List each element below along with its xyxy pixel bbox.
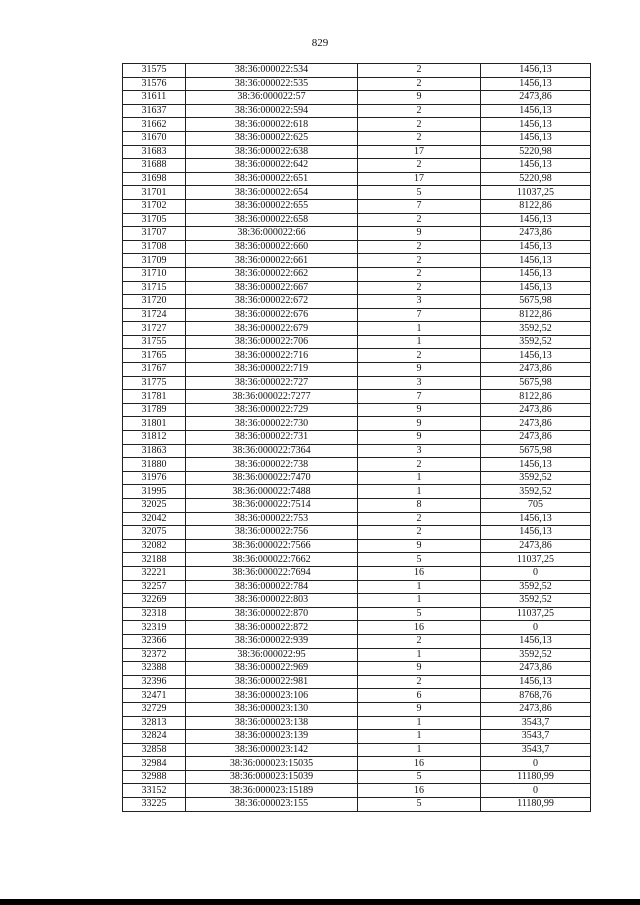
cadastral-number-cell: 38:36:000022:716 (186, 349, 358, 363)
row-id-cell: 31707 (123, 227, 186, 241)
row-id-cell: 31715 (123, 281, 186, 295)
row-id-cell: 32188 (123, 553, 186, 567)
row-id-cell: 32729 (123, 702, 186, 716)
amount-cell: 3543,7 (481, 716, 591, 730)
amount-cell: 11037,25 (481, 607, 591, 621)
table-row (123, 118, 591, 132)
amount-cell: 1456,13 (481, 254, 591, 268)
cadastral-number-cell: 38:36:000022:638 (186, 145, 358, 159)
count-cell: 1 (358, 335, 481, 349)
row-id-cell: 31995 (123, 485, 186, 499)
count-cell: 5 (358, 553, 481, 567)
row-id-cell: 31683 (123, 145, 186, 159)
amount-cell: 11180,99 (481, 798, 591, 812)
row-id-cell: 31611 (123, 91, 186, 105)
row-id-cell: 32366 (123, 634, 186, 648)
table-row (123, 634, 591, 648)
table-row (123, 798, 591, 812)
table-row (123, 376, 591, 390)
count-cell: 1 (358, 716, 481, 730)
amount-cell: 3592,52 (481, 594, 591, 608)
cadastral-number-cell: 38:36:000022:7566 (186, 539, 358, 553)
table-row (123, 784, 591, 798)
count-cell: 16 (358, 621, 481, 635)
cadastral-number-cell: 38:36:000022:939 (186, 634, 358, 648)
row-id-cell: 31670 (123, 131, 186, 145)
table-row (123, 349, 591, 363)
row-id-cell: 32319 (123, 621, 186, 635)
count-cell: 2 (358, 458, 481, 472)
row-id-cell: 33152 (123, 784, 186, 798)
cadastral-number-cell: 38:36:000023:138 (186, 716, 358, 730)
amount-cell: 11037,25 (481, 186, 591, 200)
amount-cell: 1456,13 (481, 634, 591, 648)
amount-cell: 8122,86 (481, 390, 591, 404)
scan-bottom-edge (0, 899, 640, 905)
row-id-cell: 31576 (123, 77, 186, 91)
cadastral-number-cell: 38:36:000022:7470 (186, 471, 358, 485)
amount-cell: 5220,98 (481, 172, 591, 186)
table-body (123, 64, 591, 812)
row-id-cell: 31705 (123, 213, 186, 227)
amount-cell: 2473,86 (481, 227, 591, 241)
cadastral-number-cell: 38:36:000022:618 (186, 118, 358, 132)
row-id-cell: 32471 (123, 689, 186, 703)
data-table (122, 63, 591, 812)
count-cell: 5 (358, 607, 481, 621)
table-row (123, 417, 591, 431)
count-cell: 17 (358, 172, 481, 186)
cadastral-number-cell: 38:36:000022:662 (186, 267, 358, 281)
amount-cell: 3543,7 (481, 730, 591, 744)
cadastral-number-cell: 38:36:000022:594 (186, 104, 358, 118)
table-row (123, 159, 591, 173)
amount-cell: 0 (481, 757, 591, 771)
cadastral-number-cell: 38:36:000022:651 (186, 172, 358, 186)
count-cell: 5 (358, 186, 481, 200)
amount-cell: 1456,13 (481, 77, 591, 91)
cadastral-number-cell: 38:36:000022:66 (186, 227, 358, 241)
count-cell: 1 (358, 594, 481, 608)
amount-cell: 0 (481, 784, 591, 798)
count-cell: 2 (358, 240, 481, 254)
amount-cell: 1456,13 (481, 64, 591, 78)
count-cell: 7 (358, 308, 481, 322)
table-row (123, 295, 591, 309)
count-cell: 9 (358, 403, 481, 417)
table-row (123, 77, 591, 91)
count-cell: 1 (358, 471, 481, 485)
table-row (123, 621, 591, 635)
count-cell: 2 (358, 634, 481, 648)
count-cell: 7 (358, 390, 481, 404)
cadastral-number-cell: 38:36:000022:981 (186, 675, 358, 689)
amount-cell: 2473,86 (481, 91, 591, 105)
count-cell: 16 (358, 757, 481, 771)
amount-cell: 2473,86 (481, 431, 591, 445)
row-id-cell: 32318 (123, 607, 186, 621)
row-id-cell: 31781 (123, 390, 186, 404)
row-id-cell: 32858 (123, 743, 186, 757)
count-cell: 5 (358, 770, 481, 784)
table-row (123, 485, 591, 499)
table-row (123, 390, 591, 404)
cadastral-number-cell: 38:36:000022:7662 (186, 553, 358, 567)
table-row (123, 607, 591, 621)
amount-cell: 5220,98 (481, 145, 591, 159)
count-cell: 2 (358, 349, 481, 363)
cadastral-number-cell: 38:36:000022:727 (186, 376, 358, 390)
cadastral-number-cell: 38:36:000022:969 (186, 662, 358, 676)
amount-cell: 8768,76 (481, 689, 591, 703)
cadastral-number-cell: 38:36:000023:15189 (186, 784, 358, 798)
row-id-cell: 32372 (123, 648, 186, 662)
count-cell: 9 (358, 431, 481, 445)
table-row (123, 199, 591, 213)
table-row (123, 104, 591, 118)
count-cell: 9 (358, 417, 481, 431)
count-cell: 1 (358, 580, 481, 594)
amount-cell: 2473,86 (481, 702, 591, 716)
table-row (123, 458, 591, 472)
amount-cell: 1456,13 (481, 349, 591, 363)
row-id-cell: 31708 (123, 240, 186, 254)
row-id-cell: 31724 (123, 308, 186, 322)
row-id-cell: 31701 (123, 186, 186, 200)
row-id-cell: 31575 (123, 64, 186, 78)
cadastral-number-cell: 38:36:000023:106 (186, 689, 358, 703)
amount-cell: 1456,13 (481, 118, 591, 132)
amount-cell: 3592,52 (481, 648, 591, 662)
table-row (123, 662, 591, 676)
cadastral-number-cell: 38:36:000022:719 (186, 363, 358, 377)
cadastral-number-cell: 38:36:000022:756 (186, 526, 358, 540)
cadastral-number-cell: 38:36:000022:625 (186, 131, 358, 145)
amount-cell: 1456,13 (481, 240, 591, 254)
row-id-cell: 31710 (123, 267, 186, 281)
table-row (123, 526, 591, 540)
cadastral-number-cell: 38:36:000022:535 (186, 77, 358, 91)
row-id-cell: 32257 (123, 580, 186, 594)
cadastral-number-cell: 38:36:000022:642 (186, 159, 358, 173)
table-row (123, 172, 591, 186)
table-row (123, 512, 591, 526)
cadastral-number-cell: 38:36:000023:142 (186, 743, 358, 757)
row-id-cell: 31662 (123, 118, 186, 132)
count-cell: 2 (358, 267, 481, 281)
row-id-cell: 32988 (123, 770, 186, 784)
amount-cell: 3592,52 (481, 322, 591, 336)
amount-cell: 705 (481, 499, 591, 513)
cadastral-number-cell: 38:36:000022:679 (186, 322, 358, 336)
count-cell: 16 (358, 784, 481, 798)
amount-cell: 5675,98 (481, 444, 591, 458)
row-id-cell: 32075 (123, 526, 186, 540)
table-row (123, 213, 591, 227)
amount-cell: 1456,13 (481, 267, 591, 281)
table-row (123, 471, 591, 485)
table-row (123, 648, 591, 662)
cadastral-number-cell: 38:36:000022:872 (186, 621, 358, 635)
amount-cell: 1456,13 (481, 159, 591, 173)
row-id-cell: 31709 (123, 254, 186, 268)
count-cell: 3 (358, 376, 481, 390)
cadastral-number-cell: 38:36:000022:534 (186, 64, 358, 78)
cadastral-number-cell: 38:36:000022:729 (186, 403, 358, 417)
row-id-cell: 32082 (123, 539, 186, 553)
row-id-cell: 31775 (123, 376, 186, 390)
cadastral-number-cell: 38:36:000022:803 (186, 594, 358, 608)
table-row (123, 240, 591, 254)
amount-cell: 1456,13 (481, 458, 591, 472)
row-id-cell: 31812 (123, 431, 186, 445)
row-id-cell: 32824 (123, 730, 186, 744)
table-row (123, 267, 591, 281)
row-id-cell: 32221 (123, 566, 186, 580)
table-row (123, 499, 591, 513)
row-id-cell: 31801 (123, 417, 186, 431)
cadastral-number-cell: 38:36:000022:870 (186, 607, 358, 621)
row-id-cell: 33225 (123, 798, 186, 812)
cadastral-number-cell: 38:36:000022:7514 (186, 499, 358, 513)
cadastral-number-cell: 38:36:000023:130 (186, 702, 358, 716)
count-cell: 2 (358, 512, 481, 526)
table-row (123, 675, 591, 689)
table-row (123, 431, 591, 445)
count-cell: 9 (358, 702, 481, 716)
count-cell: 9 (358, 363, 481, 377)
count-cell: 2 (358, 131, 481, 145)
table-row (123, 702, 591, 716)
cadastral-number-cell: 38:36:000022:7488 (186, 485, 358, 499)
count-cell: 9 (358, 91, 481, 105)
amount-cell: 3592,52 (481, 580, 591, 594)
table-row (123, 444, 591, 458)
cadastral-number-cell: 38:36:000022:7277 (186, 390, 358, 404)
amount-cell: 11037,25 (481, 553, 591, 567)
row-id-cell: 31720 (123, 295, 186, 309)
cadastral-number-cell: 38:36:000022:7364 (186, 444, 358, 458)
count-cell: 1 (358, 485, 481, 499)
amount-cell: 1456,13 (481, 675, 591, 689)
row-id-cell: 32388 (123, 662, 186, 676)
count-cell: 2 (358, 77, 481, 91)
amount-cell: 2473,86 (481, 403, 591, 417)
cadastral-number-cell: 38:36:000022:658 (186, 213, 358, 227)
cadastral-number-cell: 38:36:000023:15039 (186, 770, 358, 784)
row-id-cell: 31880 (123, 458, 186, 472)
row-id-cell: 31727 (123, 322, 186, 336)
count-cell: 17 (358, 145, 481, 159)
amount-cell: 5675,98 (481, 376, 591, 390)
cadastral-number-cell: 38:36:000022:784 (186, 580, 358, 594)
table-row (123, 281, 591, 295)
cadastral-number-cell: 38:36:000023:15035 (186, 757, 358, 771)
count-cell: 2 (358, 526, 481, 540)
table-row (123, 689, 591, 703)
cadastral-number-cell: 38:36:000022:738 (186, 458, 358, 472)
cadastral-number-cell: 38:36:000022:730 (186, 417, 358, 431)
row-id-cell: 31688 (123, 159, 186, 173)
cadastral-number-cell: 38:36:000022:7694 (186, 566, 358, 580)
amount-cell: 1456,13 (481, 512, 591, 526)
count-cell: 1 (358, 743, 481, 757)
count-cell: 8 (358, 499, 481, 513)
count-cell: 9 (358, 227, 481, 241)
count-cell: 5 (358, 798, 481, 812)
row-id-cell: 32396 (123, 675, 186, 689)
table-row (123, 770, 591, 784)
row-id-cell: 31863 (123, 444, 186, 458)
cadastral-number-cell: 38:36:000022:57 (186, 91, 358, 105)
cadastral-number-cell: 38:36:000022:676 (186, 308, 358, 322)
table-row (123, 335, 591, 349)
table-row (123, 254, 591, 268)
amount-cell: 1456,13 (481, 213, 591, 227)
count-cell: 6 (358, 689, 481, 703)
cadastral-number-cell: 38:36:000022:661 (186, 254, 358, 268)
cadastral-number-cell: 38:36:000022:731 (186, 431, 358, 445)
row-id-cell: 32025 (123, 499, 186, 513)
table-row (123, 227, 591, 241)
row-id-cell: 31976 (123, 471, 186, 485)
cadastral-number-cell: 38:36:000022:660 (186, 240, 358, 254)
table-row (123, 539, 591, 553)
cadastral-number-cell: 38:36:000023:139 (186, 730, 358, 744)
cadastral-number-cell: 38:36:000022:753 (186, 512, 358, 526)
table-row (123, 403, 591, 417)
amount-cell: 0 (481, 621, 591, 635)
count-cell: 3 (358, 295, 481, 309)
row-id-cell: 32984 (123, 757, 186, 771)
table-row (123, 757, 591, 771)
cadastral-number-cell: 38:36:000022:95 (186, 648, 358, 662)
table-row (123, 131, 591, 145)
count-cell: 7 (358, 199, 481, 213)
table-row (123, 580, 591, 594)
row-id-cell: 31755 (123, 335, 186, 349)
row-id-cell: 31702 (123, 199, 186, 213)
row-id-cell: 31767 (123, 363, 186, 377)
count-cell: 2 (358, 64, 481, 78)
amount-cell: 3543,7 (481, 743, 591, 757)
table-row (123, 743, 591, 757)
row-id-cell: 32813 (123, 716, 186, 730)
amount-cell: 3592,52 (481, 471, 591, 485)
amount-cell: 0 (481, 566, 591, 580)
cadastral-number-cell: 38:36:000022:672 (186, 295, 358, 309)
cadastral-number-cell: 38:36:000023:155 (186, 798, 358, 812)
amount-cell: 5675,98 (481, 295, 591, 309)
table-row (123, 322, 591, 336)
count-cell: 1 (358, 648, 481, 662)
cadastral-number-cell: 38:36:000022:655 (186, 199, 358, 213)
table-row (123, 363, 591, 377)
table-row (123, 308, 591, 322)
row-id-cell: 31698 (123, 172, 186, 186)
table-row (123, 566, 591, 580)
table-row (123, 730, 591, 744)
cadastral-number-cell: 38:36:000022:654 (186, 186, 358, 200)
count-cell: 1 (358, 322, 481, 336)
table-row (123, 716, 591, 730)
count-cell: 2 (358, 213, 481, 227)
amount-cell: 3592,52 (481, 485, 591, 499)
amount-cell: 8122,86 (481, 199, 591, 213)
count-cell: 9 (358, 539, 481, 553)
table-row (123, 186, 591, 200)
cadastral-number-cell: 38:36:000022:706 (186, 335, 358, 349)
amount-cell: 1456,13 (481, 526, 591, 540)
count-cell: 1 (358, 730, 481, 744)
count-cell: 2 (358, 281, 481, 295)
amount-cell: 11180,99 (481, 770, 591, 784)
count-cell: 16 (358, 566, 481, 580)
amount-cell: 2473,86 (481, 363, 591, 377)
count-cell: 2 (358, 118, 481, 132)
amount-cell: 1456,13 (481, 281, 591, 295)
count-cell: 2 (358, 254, 481, 268)
row-id-cell: 32042 (123, 512, 186, 526)
row-id-cell: 31789 (123, 403, 186, 417)
count-cell: 2 (358, 159, 481, 173)
amount-cell: 2473,86 (481, 662, 591, 676)
table-row (123, 594, 591, 608)
amount-cell: 1456,13 (481, 131, 591, 145)
table-row (123, 553, 591, 567)
table-row (123, 91, 591, 105)
count-cell: 2 (358, 675, 481, 689)
amount-cell: 3592,52 (481, 335, 591, 349)
page-number: 829 (311, 37, 329, 49)
row-id-cell: 31637 (123, 104, 186, 118)
amount-cell: 2473,86 (481, 417, 591, 431)
amount-cell: 2473,86 (481, 539, 591, 553)
row-id-cell: 32269 (123, 594, 186, 608)
count-cell: 3 (358, 444, 481, 458)
count-cell: 2 (358, 104, 481, 118)
row-id-cell: 31765 (123, 349, 186, 363)
amount-cell: 8122,86 (481, 308, 591, 322)
count-cell: 9 (358, 662, 481, 676)
table-row (123, 145, 591, 159)
cadastral-number-cell: 38:36:000022:667 (186, 281, 358, 295)
table-row (123, 64, 591, 78)
amount-cell: 1456,13 (481, 104, 591, 118)
